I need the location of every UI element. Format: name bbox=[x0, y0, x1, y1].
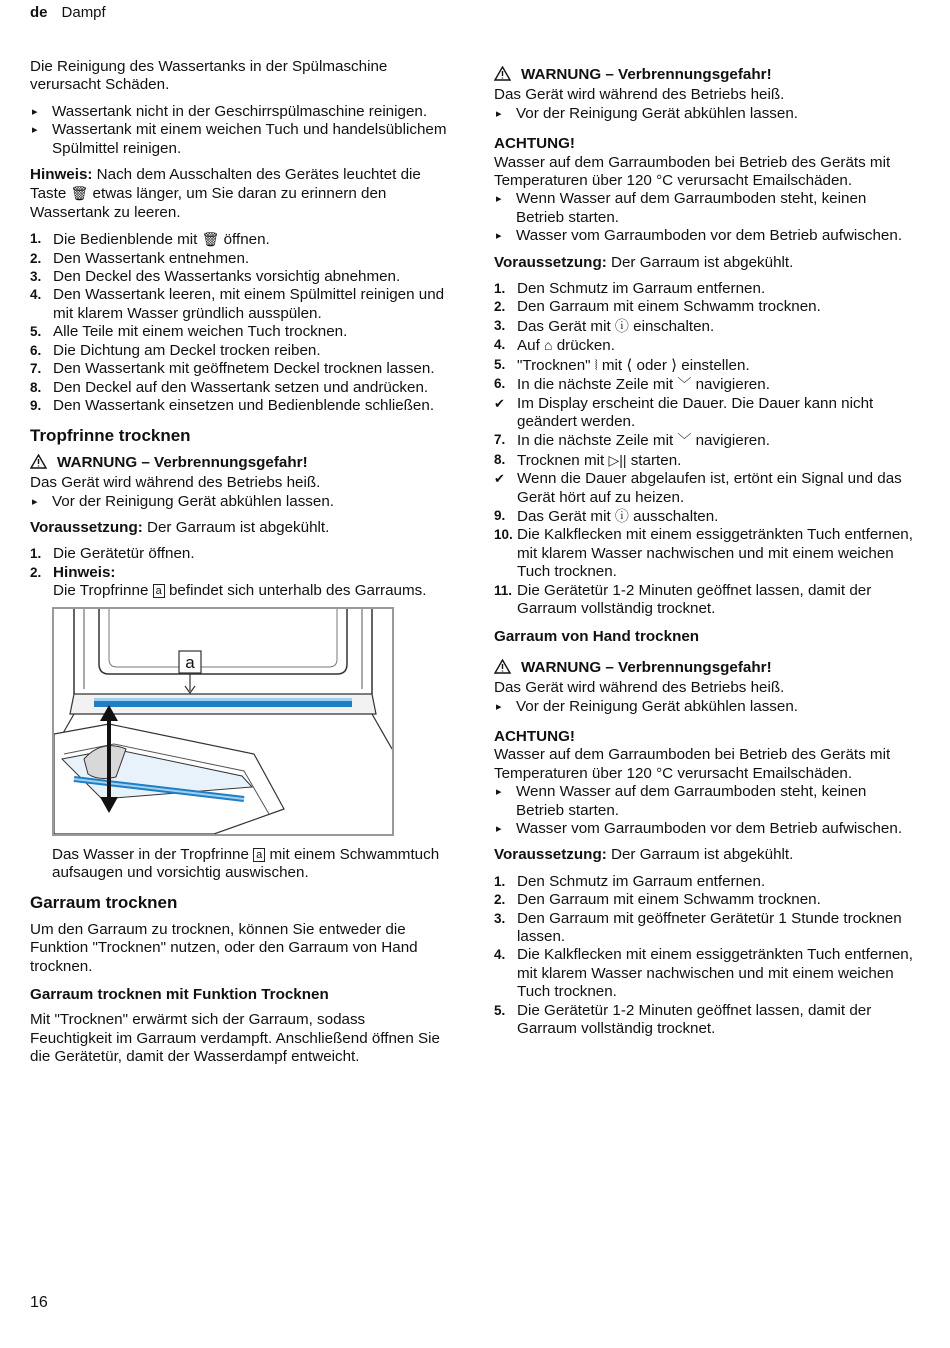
step-text: Die Tropfrinne bbox=[53, 582, 153, 600]
list-item bbox=[494, 507, 914, 526]
heading-von-hand: Garraum von Hand trocknen bbox=[494, 628, 700, 646]
warning-bullets bbox=[30, 493, 448, 511]
achtung-text: Wasser auf dem Garraumboden bei Betrieb des Geräts mit Temperaturen über 120 °C verursacht Emailschäden. bbox=[494, 746, 891, 782]
warning-heading bbox=[494, 66, 914, 86]
step-text: Die Kalkflecken mit einem essiggetränkten Tuch entfernen, mit klarem Wasser nachwischen und mit einem weichen Tuch trocknen. bbox=[517, 526, 913, 581]
step-text: Den Schmutz im Garraum entfernen. bbox=[517, 280, 766, 298]
section-title: Dampf bbox=[61, 4, 106, 21]
step-text: Das Wasser in der Tropfrinne bbox=[52, 845, 254, 863]
chevron-down-icon: ﹀ bbox=[677, 432, 692, 449]
warning-text: WARNUNG – Verbrennungsgefahr! bbox=[521, 658, 772, 676]
hand-steps bbox=[494, 873, 914, 1039]
achtung-bullets bbox=[494, 190, 914, 245]
heading-garraum-trocknen: Garraum trocknen bbox=[30, 893, 178, 913]
list-item bbox=[494, 431, 914, 450]
list-item bbox=[494, 395, 914, 432]
hinweis-label: Hinweis: bbox=[53, 563, 116, 581]
after-figure-text bbox=[30, 846, 448, 883]
list-item bbox=[30, 342, 448, 360]
list-item: ▸ Wasser vom Garraumboden vor dem Betrieb aufwischen. bbox=[494, 820, 914, 838]
hinweis-text: Nach dem Ausschalten des Gerätes leuchtet die Taste bbox=[30, 166, 421, 203]
list-item: ▸ Vor der Reinigung Gerät abkühlen lassen. bbox=[494, 698, 914, 716]
list-item bbox=[30, 250, 448, 268]
warning-text: WARNUNG – Verbrennungsgefahr! bbox=[521, 66, 772, 83]
step-number: 3. bbox=[494, 317, 506, 333]
warning-body: Das Gerät wird während des Betriebs heiß. bbox=[494, 86, 785, 104]
step-number: 2. bbox=[30, 564, 42, 580]
step-text: Die Gerätetür 1-2 Minuten geöffnet lassen, damit der Garraum vollständig trocknet. bbox=[517, 1001, 872, 1038]
precondition bbox=[494, 846, 914, 864]
intro-text: Die Reinigung des Wassertanks in der Spülmaschine verursacht Schäden. bbox=[30, 58, 388, 94]
step-text: navigieren. bbox=[691, 376, 770, 394]
warning-body: Das Gerät wird während des Betriebs heiß. bbox=[30, 474, 321, 492]
achtung-heading: ACHTUNG! bbox=[494, 135, 575, 153]
list-item: ▸ Wenn Wasser auf dem Garraumboden steht, keinen Betrieb starten. bbox=[494, 783, 914, 820]
list-item bbox=[30, 545, 448, 563]
tank-steps bbox=[30, 230, 448, 415]
hinweis-note bbox=[30, 166, 448, 222]
funktion-text: Mit "Trocknen" erwärmt sich der Garraum, sodass Feuchtigkeit im Garraum verdampft. Anschließend öffnen Sie die Gerätetür, damit der Wasserdampf entweicht. bbox=[30, 1011, 440, 1066]
warning-text: WARNUNG – Verbrennungsgefahr! bbox=[57, 453, 308, 471]
list-item bbox=[494, 910, 914, 947]
page-number: 16 bbox=[30, 1294, 48, 1311]
intro-bullets bbox=[30, 103, 448, 158]
step-number: 3. bbox=[494, 910, 506, 926]
step-text: mit einem Schwammtuch aufsaugen und vorsichtig auswischen. bbox=[52, 845, 440, 881]
step-number: 4. bbox=[494, 337, 506, 353]
list-item bbox=[30, 323, 448, 341]
drying-icon: ⦚ bbox=[594, 356, 598, 373]
step-number: 1. bbox=[494, 281, 506, 297]
step-number: 1. bbox=[494, 873, 506, 889]
check-icon: ✔ bbox=[494, 395, 505, 411]
list-item bbox=[494, 526, 914, 581]
step-text: Die Dichtung am Deckel trocken reiben. bbox=[53, 341, 321, 359]
step-text: Auf bbox=[517, 337, 545, 355]
callout-a-icon: a bbox=[253, 848, 265, 862]
step-number: 6. bbox=[30, 342, 42, 358]
list-item: ▸ Wassertank nicht in der Geschirrspülmaschine reinigen. bbox=[30, 103, 448, 121]
step-text: Das Gerät mit bbox=[517, 507, 615, 525]
precondition bbox=[30, 519, 448, 537]
list-item bbox=[30, 564, 448, 601]
step-number: 5. bbox=[494, 356, 506, 372]
list-item bbox=[494, 582, 914, 619]
list-item bbox=[494, 356, 914, 375]
step-text: öffnen. bbox=[219, 231, 270, 249]
warning-heading bbox=[494, 659, 914, 679]
warning-triangle-icon bbox=[30, 454, 47, 474]
tropf-steps bbox=[30, 545, 448, 600]
step-text: Die Gerätetür 1-2 Minuten geöffnet lassen, damit der Garraum vollständig trocknet. bbox=[517, 581, 872, 617]
warning-triangle-icon bbox=[494, 66, 511, 86]
step-text: In die nächste Zeile mit bbox=[517, 376, 678, 394]
list-item bbox=[494, 470, 914, 507]
step-text: befindet sich unterhalb des Garraums. bbox=[164, 582, 427, 600]
achtung-bullets bbox=[494, 783, 914, 838]
step-number: 1. bbox=[30, 546, 42, 562]
play-pause-icon: ▷|| bbox=[608, 451, 627, 468]
warning-bullets bbox=[494, 105, 914, 123]
water-tank-icon: 🗑︎ bbox=[201, 231, 220, 248]
drip-tray-figure bbox=[52, 607, 394, 836]
step-text: Die Kalkflecken mit einem essiggetränkten Tuch entfernen, mit klarem Wasser nachwischen und mit einem weichen Tuch trocknen. bbox=[517, 946, 913, 1001]
list-item: ▸ Wasser vom Garraumboden vor dem Betrieb aufwischen. bbox=[494, 227, 914, 245]
step-text: mit ⟨ oder ⟩ einstellen. bbox=[597, 356, 750, 374]
step-text: Den Wassertank einsetzen und Bedienblende schließen. bbox=[53, 396, 435, 414]
check-icon: ✔ bbox=[494, 471, 505, 487]
step-text: Den Wassertank leeren, mit einem Spülmittel reinigen und mit klarem Wasser gründlich ausspülen. bbox=[53, 286, 445, 322]
precondition-text: Der Garraum ist abgekühlt. bbox=[606, 846, 794, 864]
garraum-text: Um den Garraum zu trocknen, können Sie entweder die Funktion "Trocknen" nutzen, oder den Garraum von Hand trocknen. bbox=[30, 920, 418, 975]
step-number: 5. bbox=[494, 1002, 506, 1018]
hinweis-label: Hinweis: bbox=[30, 166, 93, 184]
warning-triangle-icon bbox=[494, 659, 511, 679]
step-text: Den Deckel des Wassertanks vorsichtig abnehmen. bbox=[53, 268, 401, 286]
step-text: navigieren. bbox=[691, 432, 770, 450]
step-number: 2. bbox=[494, 299, 506, 315]
step-text: ausschalten. bbox=[628, 507, 719, 525]
list-item bbox=[30, 379, 448, 397]
step-text: In die nächste Zeile mit bbox=[517, 432, 678, 450]
list-item bbox=[494, 891, 914, 909]
left-column bbox=[30, 58, 448, 1075]
step-text: Den Garraum mit geöffneter Gerätetür 1 Stunde trocknen lassen. bbox=[517, 909, 902, 946]
precondition bbox=[494, 254, 914, 272]
step-text: Das Gerät mit bbox=[517, 317, 615, 335]
step-number: 2. bbox=[494, 892, 506, 908]
warning-heading bbox=[30, 454, 448, 474]
list-item: ▸ Vor der Reinigung Gerät abkühlen lassen. bbox=[494, 105, 914, 123]
list-item bbox=[494, 451, 914, 470]
step-number: 9. bbox=[30, 397, 42, 413]
step-text: "Trocknen" bbox=[517, 356, 595, 374]
step-number: 10. bbox=[494, 527, 513, 543]
right-column bbox=[494, 58, 914, 1047]
figure-callout-label: a bbox=[185, 652, 195, 672]
achtung-heading: ACHTUNG! bbox=[494, 728, 575, 745]
step-text: Wenn die Dauer abgelaufen ist, ertönt ein Signal und das Gerät hört auf zu heizen. bbox=[517, 470, 902, 506]
list-item bbox=[30, 230, 448, 249]
water-tank-icon: 🗑︎ bbox=[70, 185, 89, 202]
list-item bbox=[494, 336, 914, 355]
step-text: Den Wassertank entnehmen. bbox=[53, 249, 250, 267]
warning-bullets bbox=[494, 698, 914, 716]
list-item bbox=[494, 946, 914, 1001]
precondition-text: Der Garraum ist abgekühlt. bbox=[606, 253, 794, 271]
power-icon: ⓘ bbox=[614, 507, 629, 524]
list-item bbox=[494, 375, 914, 394]
step-text: Den Garraum mit einem Schwamm trocknen. bbox=[517, 298, 821, 316]
step-text: Die Bedienblende mit bbox=[53, 231, 202, 249]
home-icon: ⌂ bbox=[544, 337, 553, 354]
step-text: Den Wassertank mit geöffnetem Deckel trocknen lassen. bbox=[53, 360, 435, 378]
language-code: de bbox=[30, 4, 48, 21]
precondition-text: Der Garraum ist abgekühlt. bbox=[142, 518, 330, 536]
page-header bbox=[30, 4, 106, 21]
list-item bbox=[494, 280, 914, 298]
step-number: 4. bbox=[494, 947, 506, 963]
heading-tropfrinne: Tropfrinne trocknen bbox=[30, 426, 191, 446]
step-number: 3. bbox=[30, 269, 42, 285]
step-number: 8. bbox=[30, 379, 42, 395]
step-text: Die Gerätetür öffnen. bbox=[53, 545, 195, 563]
list-item: ▸ Vor der Reinigung Gerät abkühlen lassen. bbox=[30, 493, 448, 511]
step-text: drücken. bbox=[552, 337, 615, 355]
step-number: 5. bbox=[30, 324, 42, 340]
step-text: Im Display erscheint die Dauer. Die Dauer kann nicht geändert werden. bbox=[517, 394, 874, 430]
list-item bbox=[30, 286, 448, 323]
step-number: 9. bbox=[494, 507, 506, 523]
step-text: Den Schmutz im Garraum entfernen. bbox=[517, 872, 766, 890]
step-number: 11. bbox=[494, 582, 513, 598]
precondition-label: Voraussetzung: bbox=[494, 253, 607, 271]
step-text: Den Deckel auf den Wassertank setzen und andrücken. bbox=[53, 378, 429, 396]
step-number: 1. bbox=[30, 231, 42, 247]
step-number: 7. bbox=[30, 361, 42, 377]
step-text: Alle Teile mit einem weichen Tuch trocknen. bbox=[53, 323, 348, 341]
step-number: 2. bbox=[30, 250, 42, 266]
precondition-label: Voraussetzung: bbox=[494, 846, 607, 864]
warning-body: Das Gerät wird während des Betriebs heiß. bbox=[494, 679, 785, 697]
list-item: ▸ Wenn Wasser auf dem Garraumboden steht, keinen Betrieb starten. bbox=[494, 190, 914, 227]
list-item bbox=[494, 317, 914, 336]
achtung-text: Wasser auf dem Garraumboden bei Betrieb des Geräts mit Temperaturen über 120 °C verursacht Emailschäden. bbox=[494, 153, 891, 190]
step-number: 8. bbox=[494, 451, 506, 467]
chevron-down-icon: ﹀ bbox=[677, 376, 692, 393]
step-number: 6. bbox=[494, 376, 506, 392]
step-text: starten. bbox=[626, 451, 682, 469]
list-item bbox=[30, 360, 448, 378]
step-text: Den Garraum mit einem Schwamm trocknen. bbox=[517, 891, 821, 909]
list-item bbox=[494, 1002, 914, 1039]
list-item bbox=[494, 298, 914, 316]
precondition-label: Voraussetzung: bbox=[30, 518, 143, 536]
list-item bbox=[30, 268, 448, 286]
trocknen-steps bbox=[494, 280, 914, 618]
heading-funktion: Garraum trocknen mit Funktion Trocknen bbox=[30, 986, 329, 1003]
callout-a-icon: a bbox=[153, 584, 165, 598]
list-item bbox=[30, 397, 448, 415]
step-text: einschalten. bbox=[628, 317, 715, 335]
step-text: Trocknen mit bbox=[517, 451, 609, 469]
power-icon: ⓘ bbox=[614, 317, 629, 334]
step-number: 7. bbox=[494, 432, 506, 448]
step-number: 4. bbox=[30, 287, 42, 303]
list-item: ▸ Wassertank mit einem weichen Tuch und handelsüblichem Spülmittel reinigen. bbox=[30, 121, 448, 158]
hinweis-text: etwas länger, um Sie daran zu erinnern den Wassertank zu leeren. bbox=[30, 185, 387, 221]
list-item bbox=[494, 873, 914, 891]
